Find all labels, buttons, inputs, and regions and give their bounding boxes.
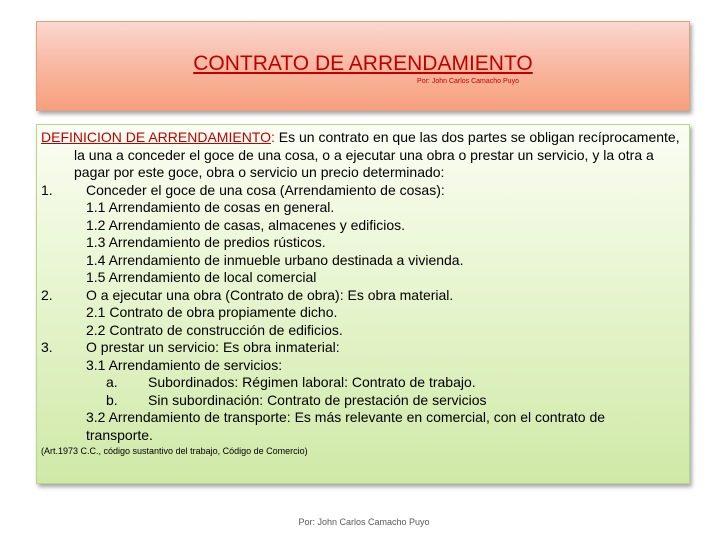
list-item-text: Conceder el goce de una cosa (Arrendamiento de cosas): (86, 181, 445, 198)
list-item-text: O a ejecutar una obra (Contrato de obra): Es obra material. (86, 286, 454, 303)
sub-item: 3.1 Arrendamiento de servicios: (86, 356, 283, 373)
list-item-3 (41, 339, 685, 357)
sub-item: 1.1 Arrendamiento de cosas en general. (86, 199, 335, 215)
definition-paragraph (41, 129, 685, 182)
definition-term: DEFINICION DE ARRENDAMIENTO (41, 129, 271, 145)
letter-item-text: Subordinados: Régimen laboral: Contrato de trabajo. (148, 374, 476, 390)
sub-item: 2.2 Contrato de construcción de edificios. (86, 321, 343, 338)
slide-title: CONTRATO DE ARRENDAMIENTO (193, 52, 533, 75)
letter-item-text: Sin subordinación: Contrato de prestación de servicios (148, 391, 487, 408)
list-number: 1. (41, 181, 53, 198)
sub-item: 1.4 Arrendamiento de inmueble urbano destinada a vivienda. (86, 251, 464, 268)
letter-item-b (41, 392, 685, 410)
definition-colon: : (271, 129, 275, 145)
sub-item: 1.5 Arrendamiento de local comercial (86, 269, 317, 285)
sub-item: 1.3 Arrendamiento de predios rústicos. (86, 234, 326, 250)
list-item-2 (41, 287, 685, 305)
letter-item-a (41, 374, 685, 392)
slide-subtitle: Por: John Carlos Camacho Puyo (417, 78, 519, 85)
slide-footer: Por: John Carlos Camacho Puyo (298, 517, 430, 527)
legal-reference-note: (Art.1973 C.C., código sustantivo del trabajo, Código de Comercio) (41, 446, 308, 456)
definition-text: Es un contrato en que las dos partes se obligan recíprocamente, la una a conceder el goce de una cosa, o a ejecutar una obra o prestar un servicio, y la otra a pagar por este goce, obra o servicio un precio determinado: (74, 129, 680, 180)
sub-item: 2.1 Contrato de obra propiamente dicho. (86, 304, 338, 320)
list-number: 2. (41, 286, 53, 303)
list-number: 3. (41, 339, 53, 355)
list-item-1 (41, 182, 685, 200)
letter-marker: a. (106, 374, 118, 390)
list-item-text: O prestar un servicio: Es obra inmaterial: (86, 339, 340, 355)
sub-item: 3.2 Arrendamiento de transporte: Es más relevante en comercial, con el contrato de (86, 409, 606, 425)
content-box (36, 124, 690, 484)
sub-item-continuation: transporte. (86, 426, 153, 443)
sub-item: 1.2 Arrendamiento de casas, almacenes y edificios. (86, 216, 406, 233)
letter-marker: b. (106, 391, 118, 408)
title-box (36, 21, 690, 111)
